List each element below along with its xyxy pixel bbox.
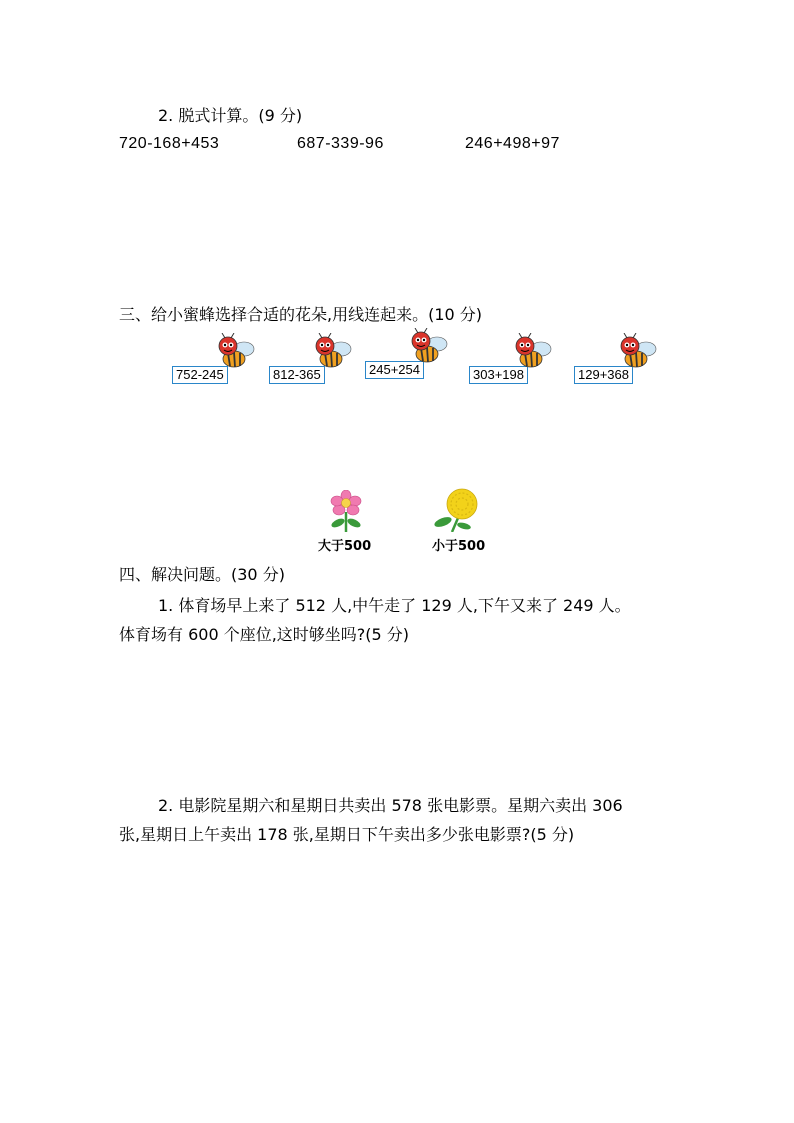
bee-3-expression-box: 245+254 [365,361,424,379]
expression-3: 246+498+97 [465,135,560,152]
expression-2: 687-339-96 [297,135,384,152]
section2-heading: 2. 脱式计算。(9 分) [158,106,303,125]
yellow-chrysanthemum-icon [434,488,480,532]
bee-icon [616,333,658,371]
flower-1-label: 大于500 [318,539,372,554]
expression-1: 720-168+453 [119,135,220,152]
bee-icon [214,333,256,371]
question-1-line-2: 体育场有 600 个座位,这时够坐吗?(5 分) [119,625,410,644]
bee-icon [311,333,353,371]
pink-flower-icon [328,490,364,532]
bee-2-expression-box: 812-365 [269,366,325,384]
bee-icon [407,328,449,366]
question-2-line-2: 张,星期日上午卖出 178 张,星期日下午卖出多少张电影票?(5 分) [119,825,575,844]
question-2-line-1: 2. 电影院星期六和星期日共卖出 578 张电影票。星期六卖出 306 [158,796,623,815]
bee-1-expression-box: 752-245 [172,366,228,384]
section4-heading: 四、解决问题。(30 分) [119,565,285,584]
flower-2-label: 小于500 [432,539,486,554]
bee-4-expression-box: 303+198 [469,366,528,384]
section3-heading: 三、给小蜜蜂选择合适的花朵,用线连起来。(10 分) [119,305,483,324]
bee-5-expression-box: 129+368 [574,366,633,384]
question-1-line-1: 1. 体育场早上来了 512 人,中午走了 129 人,下午又来了 249 人。 [158,596,631,615]
bee-icon [511,333,553,371]
